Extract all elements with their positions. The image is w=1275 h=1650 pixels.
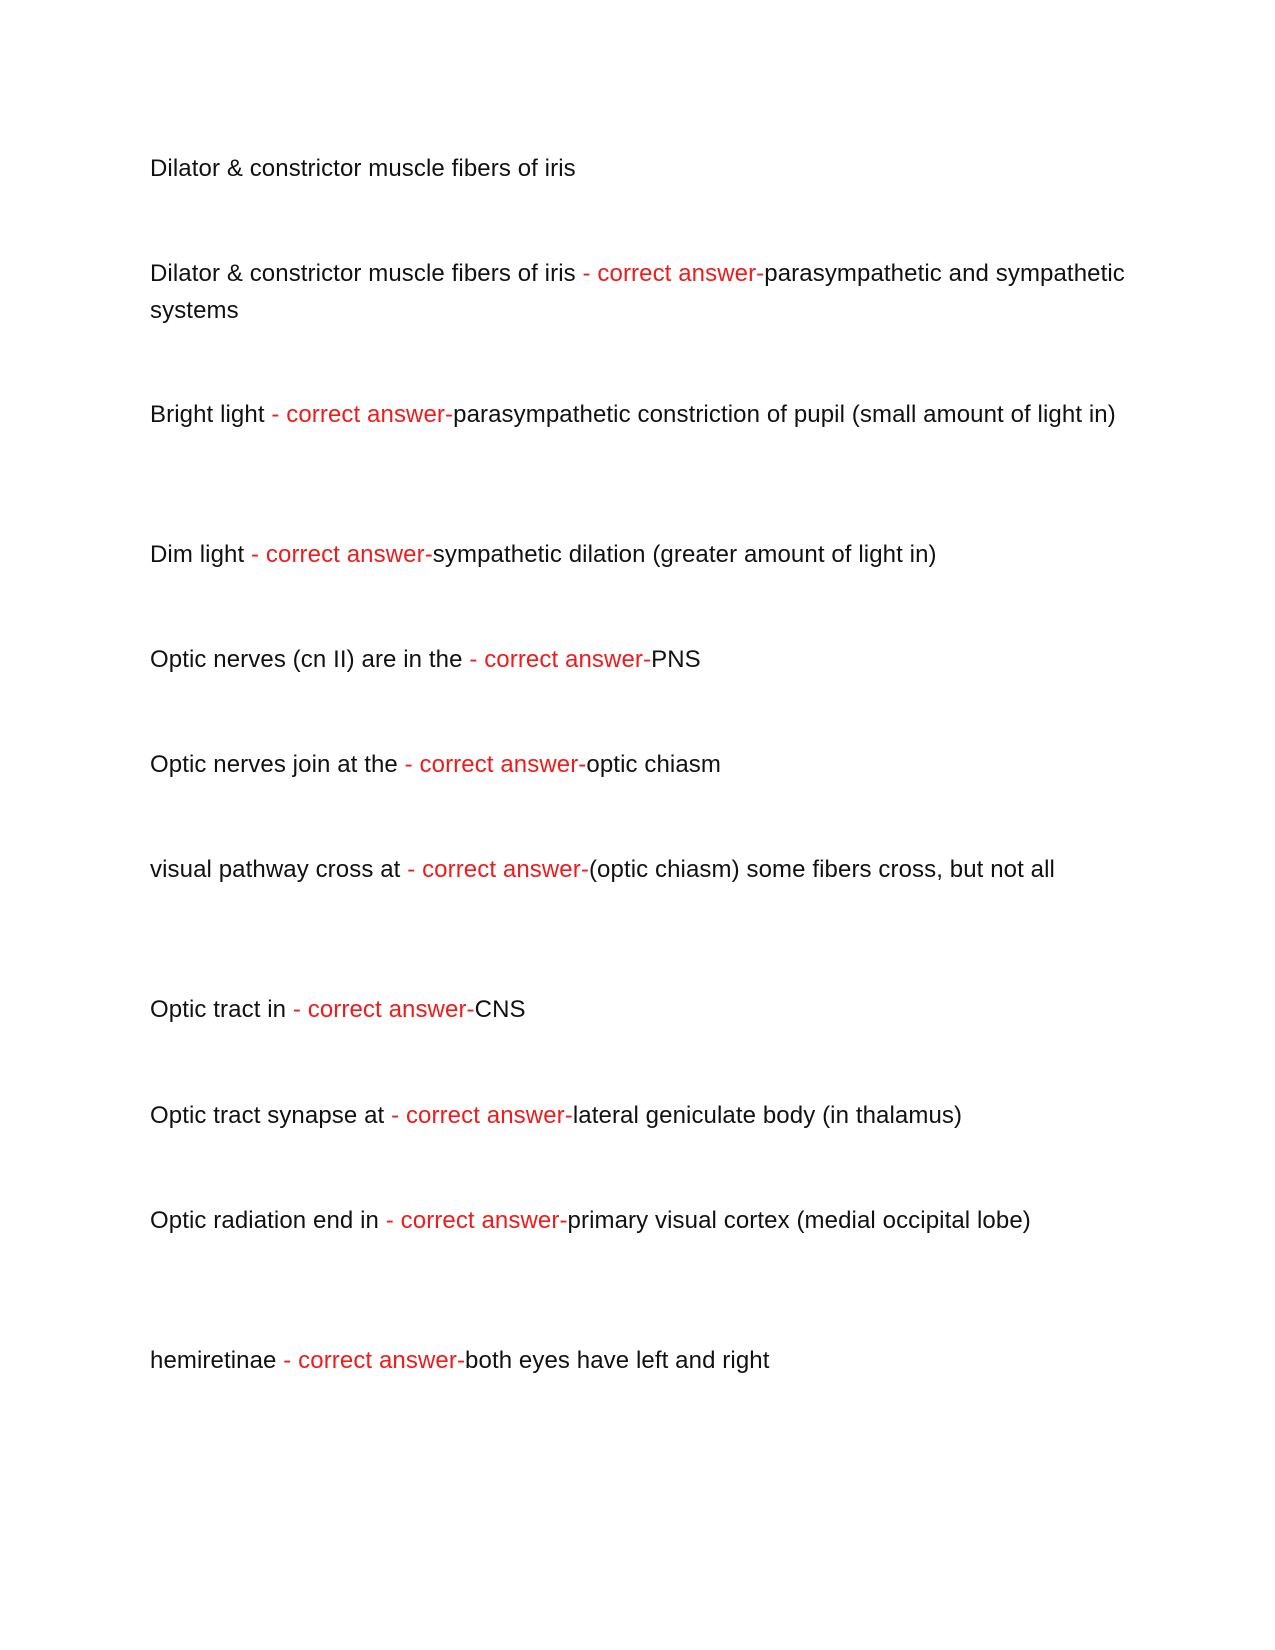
answer-text: (optic chiasm) some fibers cross, but not all (588, 856, 1055, 883)
question-text: visual pathway cross at (150, 856, 401, 883)
answer-separator: - correct answer- (292, 996, 475, 1023)
qa-entry (150, 255, 1130, 329)
question-text: Optic nerves (cn II) are in the (150, 646, 463, 673)
qa-entry (150, 1097, 1130, 1134)
answer-separator: - correct answer- (251, 541, 433, 568)
answer-text: PNS (651, 646, 701, 673)
qa-entry (150, 1202, 1130, 1239)
answer-separator: - correct answer- (469, 646, 652, 673)
answer-separator: - correct answer- (391, 1102, 573, 1129)
answer-text: both eyes have left and right (465, 1347, 770, 1374)
question-text: Dim light (150, 541, 245, 568)
qa-entry (150, 641, 1130, 678)
question-text: Optic radiation end in (150, 1207, 380, 1234)
question-text: Optic nerves join at the (150, 751, 398, 778)
question-text: Bright light (150, 401, 265, 428)
answer-separator: - correct answer- (404, 751, 587, 778)
answer-separator: - correct answer- (407, 856, 589, 883)
qa-entry (150, 991, 1130, 1028)
qa-entry (150, 536, 1130, 573)
question-text: Optic tract in (150, 996, 287, 1023)
qa-entry (150, 396, 1130, 433)
answer-separator: - correct answer- (271, 401, 454, 428)
answer-text: optic chiasm (586, 751, 721, 778)
answer-text: CNS (474, 996, 526, 1023)
answer-text: parasympathetic constriction of pupil (small amount of light in) (453, 401, 1116, 428)
answer-separator: - correct answer- (582, 260, 765, 287)
answer-text: parasympathetic and sympathetic systems (150, 260, 1125, 324)
question-text: hemiretinae (150, 1347, 277, 1374)
answer-separator: - correct answer- (385, 1207, 568, 1234)
question-text: Dilator & constrictor muscle fibers of iris (150, 260, 576, 287)
qa-entry (150, 1342, 1130, 1379)
answer-text: lateral geniculate body (in thalamus) (572, 1102, 963, 1129)
qa-entry (150, 851, 1130, 888)
answer-separator: - correct answer- (283, 1347, 466, 1374)
qa-entry (150, 746, 1130, 783)
question-text: Optic tract synapse at (150, 1102, 385, 1129)
answer-text: primary visual cortex (medial occipital lobe) (567, 1207, 1031, 1234)
document-title: Dilator & constrictor muscle fibers of iris (150, 155, 576, 182)
answer-text: sympathetic dilation (greater amount of light in) (432, 541, 937, 568)
